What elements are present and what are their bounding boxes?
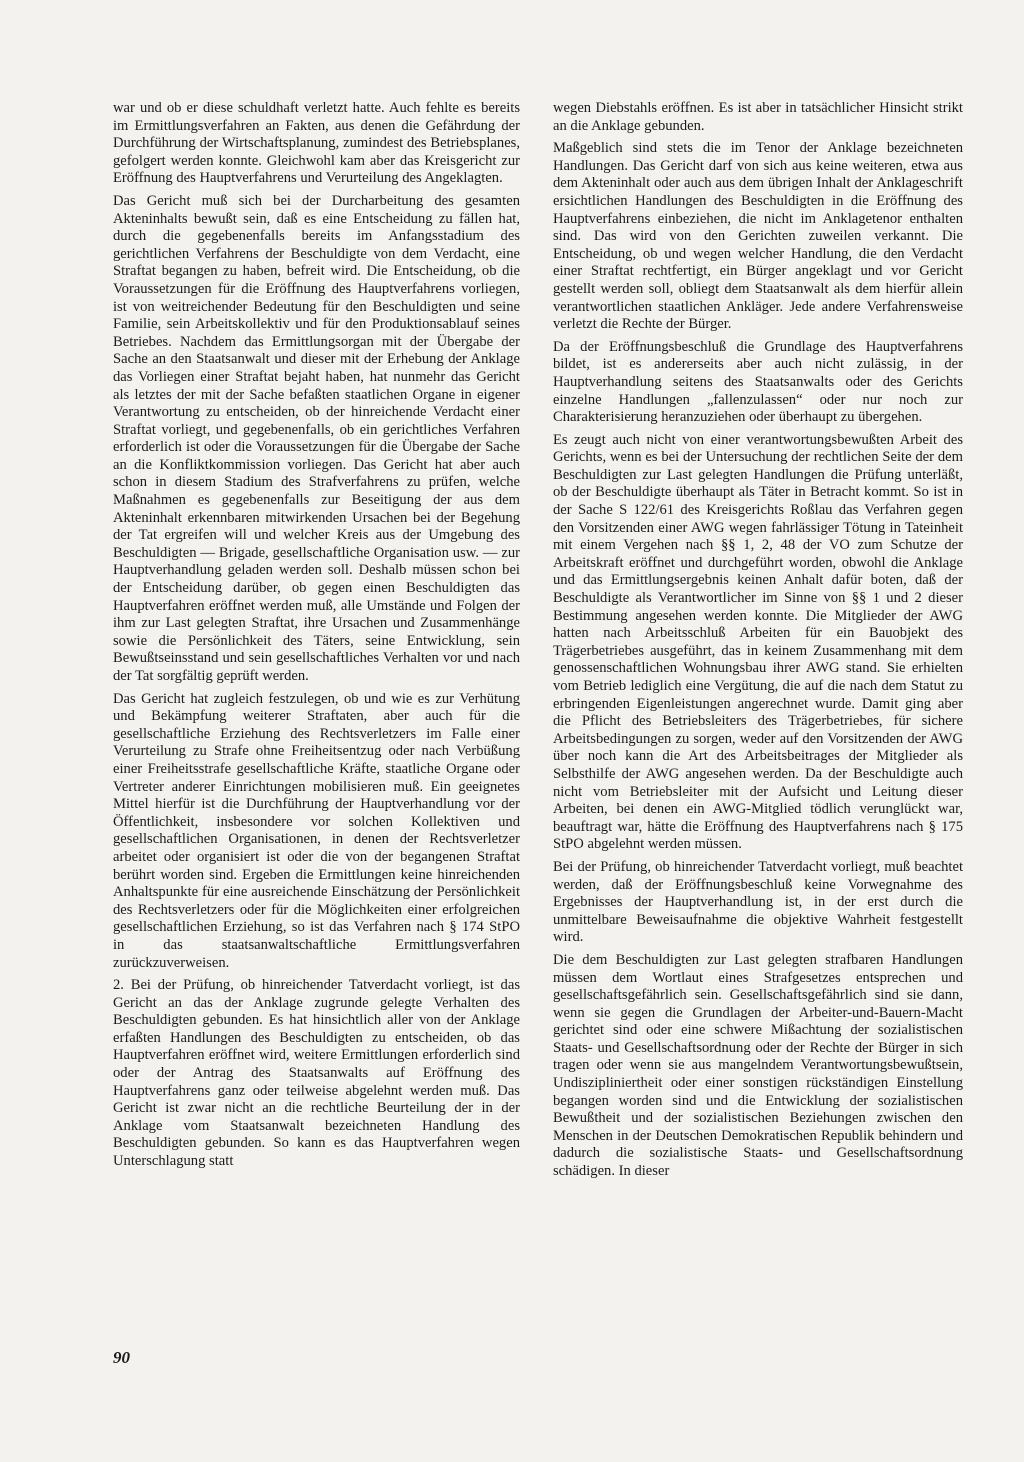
paragraph: wegen Diebstahls eröffnen. Es ist aber in tatsächlicher Hinsicht strikt an die Anklage gebunden. [553,100,963,134]
left-text-column [113,100,520,1176]
right-text-column [553,100,963,1186]
paragraph: Das Gericht hat zugleich festzulegen, ob und wie es zur Verhütung und Bekämpfung weiterer Straftaten, aber auch für die gesellschaftliche Erziehung des Rechtsverletzers im Falle einer Verurteilung zu Strafe ohne Freiheitsentzug oder nach Verbüßung einer Freiheitsstrafe gesellschaftliche Kräfte, staatliche Organe oder Vertreter anderer Einrichtungen mobilisieren muß. Ein geeignetes Mittel hierfür ist die Durchführung der Hauptverhandlung vor der Öffentlichkeit, insbesondere vor solchen Kollektiven und gesellschaftlichen Organisationen, in denen der Rechtsverletzer arbeitet oder organisiert ist oder die von der begangenen Straftat berührt worden sind. Ergeben die Ermittlungen keine hinreichenden Anhaltspunkte für eine ausreichende Einschätzung der Persönlichkeit des Rechtsverletzers oder für die Möglichkeiten einer erfolgreichen gesellschaftlichen Erziehung, so ist das Verfahren nach § 174 StPO in das staatsanwaltschaftliche Ermittlungsverfahren zurückzuverweisen. [113,690,520,971]
paragraph: 2. Bei der Prüfung, ob hinreichender Tatverdacht vorliegt, ist das Gericht an das der Anklage zugrunde gelegte Verhalten des Beschuldigten gebunden. Es hat hinsichtlich aller von der Anklage erfaßten Handlungen des Beschuldigten zu entscheiden, ob das Hauptverfahren eröffnet wird, weitere Ermittlungen erforderlich sind oder der Antrag des Staatsanwalts auf Eröffnung des Hauptverfahrens ganz oder teilweise abgelehnt werden muß. Das Gericht ist zwar nicht an die rechtliche Beurteilung der in der Anklage vom Staatsanwalt bezeichneten Handlung des Beschuldigten gebunden. So kann es das Hauptverfahren wegen Unterschlagung statt [113,977,520,1170]
page-number: 90 [113,1348,130,1367]
paragraph: Es zeugt auch nicht von einer verantwortungsbewußten Arbeit des Gerichts, wenn es bei der Untersuchung der rechtlichen Seite der dem Beschuldigten zur Last gelegten Handlungen die Prüfung unterläßt, ob der Beschuldigte überhaupt als Täter in Betracht kommt. So ist in der Sache S 122/61 des Kreisgerichts Roßlau das Verfahren gegen den Vorsitzenden einer AWG wegen fahrlässiger Tötung in Tateinheit mit einem Vergehen nach §§ 1, 2, 48 der VO zum Schutze der Arbeitskraft eröffnet und durchgeführt worden, obwohl die Anklage und das Ermittlungsergebnis keinen Anhalt dafür boten, daß der Beschuldigte als Verantwortlicher im Sinne von §§ 1 und 2 dieser Bestimmung angesehen werden konnte. Die Mitglieder der AWG hatten nach Arbeitsschluß Arbeiten für ein Bauobjekt des Trägerbetriebes ausgeführt, das in keinem Zusammenhang mit dem genossenschaftlichen Wohnungsbau ihrer AWG stand. Sie erhielten vom Betrieb lediglich eine Vergütung, die auf die nach dem Statut zu erbringenden Eigenleistungen angerechnet wurde. Damit ging aber die Pflicht des Betriebsleiters des Trägerbetriebes, für sichere Arbeitsbedingungen zu sorgen, weder auf den Vorsitzenden der AWG über noch kann die Art des Arbeitsbeitrages der Mitglieder als Selbsthilfe der AWG angesehen werden. Da der Beschuldigte auch nicht vom Betriebsleiter mit der Aufsicht und Leitung dieser Arbeiten, bei denen ein AWG-Mitglied tödlich verunglückt war, beauftragt war, hätte die Eröffnung des Hauptverfahrens nach § 175 StPO abgelehnt werden müssen. [553,431,963,853]
paragraph: Die dem Beschuldigten zur Last gelegten strafbaren Handlungen müssen dem Wortlaut eines Strafgesetzes entsprechen und gesellschaftsgefährlich sein. Gesellschaftsgefährlich sind sie dann, wenn sie gegen die Grundlagen der Arbeiter-und-Bauern-Macht gerichtet sind oder eine schwere Mißachtung der sozialistischen Staats- und Gesellschaftsordnung oder der Rechte der Bürger in sich tragen oder wenn sie aus mangelndem Verantwortungsbewußtsein, Undiszipliniertheit oder einer sonstigen rückständigen Einstellung begangen worden sind und die Entwicklung der sozialistischen Bewußtheit und der sozialistischen Beziehungen zwischen den Menschen in der Deutschen Demokratischen Republik behindern und dadurch die sozialistische Staats- und Gesellschaftsordnung schädigen. In dieser [553,951,963,1180]
paragraph: Das Gericht muß sich bei der Durcharbeitung des gesamten Akteninhalts bewußt sein, daß es eine Entscheidung zu fällen hat, durch die gegebenenfalls bereits im Anfangsstadium des gerichtlichen Verfahrens der Beschuldigte von dem Verdacht, eine Straftat begangen zu haben, befreit wird. Die Entscheidung, ob die Voraussetzungen für die Eröffnung des Hauptverfahrens vorliegen, ist von weitreichender Bedeutung für den Beschuldigten und seine Familie, sein Arbeitskollektiv und für den Produktionsablauf seines Betriebes. Nachdem das Ermittlungsorgan mit der Übergabe der Sache an den Staatsanwalt und dieser mit der Erhebung der Anklage das Vorliegen einer Straftat bejaht haben, hat nunmehr das Gericht als letztes der mit der Sache befaßten staatlichen Organe in eigener Verantwortung zu entscheiden, ob der hinreichende Verdacht einer Straftat vorliegt, und gegebenenfalls, ob ein gerichtliches Verfahren erforderlich ist oder die Voraussetzungen für die Übergabe der Sache an die Konfliktkommission vorliegen. Das Gericht hat aber auch schon in diesem Stadium des Strafverfahrens zu prüfen, welche Maßnahmen es gegebenenfalls zur Beseitigung der aus dem Akteninhalt erkennbaren mitwirkenden Ursachen bei der Begehung der Tat ergreifen will und welcher Kreis aus der Umgebung des Beschuldigten — Brigade, gesellschaftliche Organisation usw. — zur Hauptverhandlung geladen werden soll. Deshalb müssen schon bei der Entscheidung darüber, ob gegen einen Beschuldigten das Hauptverfahren eröffnet werden muß, alle Umstände und Folgen der ihm zur Last gelegten Straftat, ihre Ursachen und Zusammenhänge sowie die Persönlichkeit des Täters, seine Entwicklung, sein Bewußtseinsstand und sein gesellschaftliches Verhalten vor und nach der Tat sorgfältig geprüft werden. [113,192,520,684]
paragraph: Da der Eröffnungsbeschluß die Grundlage des Hauptverfahrens bildet, ist es andererseits aber auch nicht zulässig, in der Hauptverhandlung seitens des Staatsanwalts oder des Gerichts einzelne Handlungen „fallenzulassen“ oder nur noch zur Charakterisierung heranzuziehen oder überhaupt zu übergehen. [553,338,963,426]
paragraph: Bei der Prüfung, ob hinreichender Tatverdacht vorliegt, muß beachtet werden, daß der Eröffnungsbeschluß keine Vorwegnahme des Ergebnisses der Hauptverhandlung ist, in der erst durch die unmittelbare Beweisaufnahme die objektive Wahrheit festgestellt wird. [553,858,963,946]
paragraph: war und ob er diese schuldhaft verletzt hatte. Auch fehlte es bereits im Ermittlungsverfahren an Fakten, aus denen die Gefährdung der Durchführung der Wirtschaftsplanung, zumindest des Betriebsplanes, gefolgert werden konnte. Gleichwohl kam aber das Kreisgericht zur Eröffnung des Hauptverfahrens und Verurteilung des Angeklagten. [113,100,520,187]
paragraph: Maßgeblich sind stets die im Tenor der Anklage bezeichneten Handlungen. Das Gericht darf von sich aus keine weiteren, etwa aus dem Akteninhalt oder auch aus dem übrigen Inhalt der Anklageschrift ersichtlichen Handlungen des Beschuldigten in die Eröffnung des Hauptverfahrens einbeziehen, die nicht im Anklagetenor enthalten sind. Das wird von den Gerichten zuweilen verkannt. Die Entscheidung, ob und wegen welcher Handlung, die den Verdacht einer Straftat rechtfertigt, ein Bürger angeklagt und vor Gericht gestellt werden soll, obliegt dem Staatsanwalt als dem hierfür allein verantwortlichen staatlichen Ankläger. Jede andere Verfahrensweise verletzt die Rechte der Bürger. [553,140,963,333]
